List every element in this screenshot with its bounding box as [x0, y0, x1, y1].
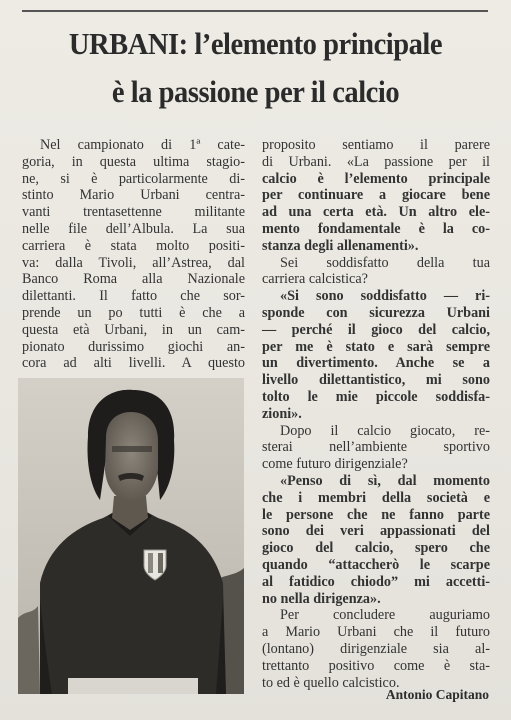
bold-text: sponde con sicurezza Urbani	[262, 304, 490, 321]
text-line	[262, 288, 490, 305]
bold-text: gioco del calcio, spero che	[262, 540, 490, 557]
text-line: Sei soddisfatto della tua	[280, 254, 490, 271]
text-line	[262, 355, 490, 372]
left-column	[22, 137, 245, 372]
player-photo	[18, 378, 244, 694]
bold-text: per me è stato e sarà sempre	[262, 338, 490, 355]
bold-text: per continuare a giocare bene	[262, 187, 490, 204]
top-rule	[22, 10, 488, 12]
text-line: nelle file dell’Albula. La sua	[22, 220, 245, 237]
headline-line-2: è la passione per il calcio	[111, 74, 400, 109]
text-line	[262, 305, 490, 322]
text-line	[262, 523, 490, 540]
text-line	[262, 322, 490, 339]
text-line	[262, 389, 490, 406]
text-line: va: dalla Tivoli, all’Astrea, dal	[22, 254, 245, 271]
text-line: questa età Urbani, in un cam-	[22, 321, 245, 338]
player-photo-image	[18, 378, 244, 694]
text-line: proposito sentiamo il parere	[262, 137, 490, 153]
bold-text: al fatidico chiodo” mi accetti-	[262, 573, 490, 590]
bold-text: ad una certa età. Un altro ele-	[262, 204, 490, 221]
text-line: carriera è stata molto positi-	[22, 237, 245, 254]
text-line	[262, 473, 490, 490]
text-line: cora ad alti livelli. A questo	[22, 355, 245, 372]
text-line: pionato durissimo giochi an-	[22, 338, 245, 355]
text-line	[262, 171, 490, 188]
text-line	[262, 591, 490, 608]
text-line: Banco Roma alla Nazionale	[22, 271, 245, 288]
text-line: a Mario Urbani che il futuro	[262, 624, 490, 641]
text-line: come futuro dirigenziale?	[262, 456, 408, 473]
text-line	[262, 372, 490, 389]
text-line: (lontano) dirigenziale sia al-	[262, 640, 490, 657]
text-line	[262, 238, 490, 255]
bold-text: no nella dirigenza».	[262, 590, 381, 607]
bold-text: «Si sono soddisfatto — ri-	[280, 288, 490, 305]
text-line: Dopo il calcio giocato, re-	[280, 422, 490, 439]
bold-text: sono dei veri appassionati del	[262, 523, 490, 540]
text-line	[262, 187, 490, 204]
text-line	[262, 507, 490, 524]
text-line: stinto Mario Urbani centra-	[22, 187, 245, 204]
text-line	[262, 540, 490, 557]
text-line: prende un po tutti è che a	[22, 304, 245, 321]
author-signature: Antonio Capitano	[385, 687, 489, 702]
text-line	[262, 406, 490, 423]
text-line: sterai nell’ambiente sportivo	[262, 439, 490, 456]
bold-text: mento fondamentale è la co-	[262, 220, 490, 237]
text-line: vanti trentasettenne militante	[22, 204, 245, 221]
text-line: Nel campionato di 1ª cate-	[40, 137, 245, 153]
bold-text: che i membri della società e	[262, 489, 490, 506]
text-line	[262, 339, 490, 356]
text-line: trettanto positivo come è sta-	[262, 657, 490, 674]
text-line: carriera calcistica?	[262, 271, 368, 288]
bold-text: quando “attaccherò le scarpe	[262, 556, 490, 573]
bold-text: le persone che ne fanno parte	[262, 506, 490, 523]
text-line: di Urbani. «La passione per il	[262, 153, 490, 170]
headline-line-1: URBANI: l’elemento principale	[68, 26, 443, 61]
text-line: to ed è quello calcistico.	[262, 674, 400, 691]
bold-text: stanza degli allenamenti».	[262, 237, 419, 254]
text-line	[262, 557, 490, 574]
text-line	[262, 221, 490, 238]
right-column	[262, 137, 490, 691]
bold-text: calcio è l’elemento principale	[262, 170, 490, 187]
bold-text: livello dilettantistico, mi sono	[262, 372, 490, 389]
text-line: goria, in questa ultima stagio-	[22, 153, 245, 170]
text-line	[262, 490, 490, 507]
text-line: Per concludere auguriamo	[280, 607, 490, 624]
text-line: ne, si è particolarmente di-	[22, 170, 245, 187]
text-line	[262, 204, 490, 221]
bold-text: «Penso di sì, dal momento	[280, 472, 490, 489]
text-line	[262, 574, 490, 591]
bold-text: zioni».	[262, 405, 302, 422]
bold-text: un divertimento. Anche se a	[262, 355, 490, 372]
bold-text: — perché il gioco del calcio,	[262, 321, 490, 338]
text-line: dilettanti. Il fatto che sor-	[22, 288, 245, 305]
bold-text: tolto le mie piccole soddisfa-	[262, 388, 490, 405]
